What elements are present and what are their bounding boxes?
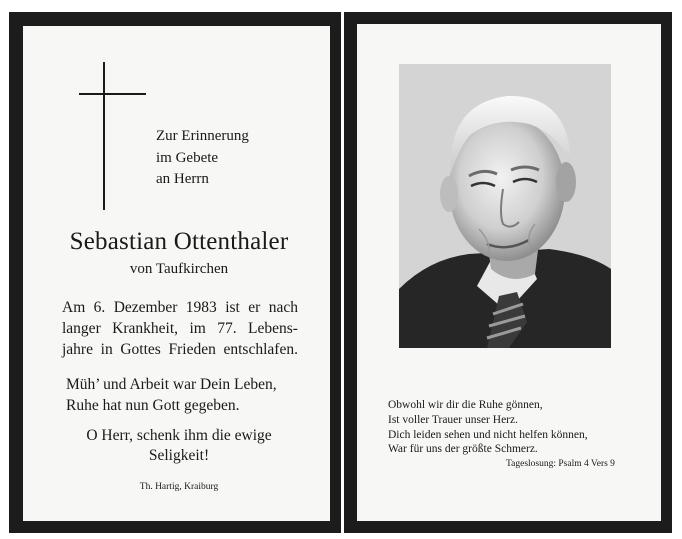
deceased-origin: von Taufkirchen (129, 261, 229, 277)
memory-text (156, 126, 249, 191)
cross-icon (103, 62, 105, 210)
word: Dezember (113, 299, 178, 316)
word: in (100, 341, 113, 358)
word: er (248, 299, 261, 316)
cross-icon-bar (79, 93, 146, 95)
word: nach (268, 299, 298, 316)
verse-line: Ruhe hat nun Gott gegeben. (66, 397, 240, 414)
word: Gottes (120, 341, 161, 358)
poem-line: Obwohl wir dir die Ruhe gönnen, (388, 399, 543, 411)
word: Krankheit, (112, 320, 179, 337)
memory-line: an Herrn (156, 171, 209, 187)
word: Frieden (168, 341, 216, 358)
death-notice (62, 297, 298, 360)
word: 1983 (185, 299, 217, 316)
death-line (62, 297, 298, 318)
word: Am (62, 299, 86, 316)
memory-line: Zur Erinnerung (156, 128, 249, 144)
death-line (62, 318, 298, 339)
death-line (62, 339, 298, 360)
poem-line: Dich leiden sehen und nicht helfen können, (388, 428, 588, 441)
poem-source: Tageslosung: Psalm 4 Vers 9 (506, 459, 615, 469)
memory-line: im Gebete (156, 149, 219, 166)
word: im (189, 320, 206, 337)
poem-line: Ist voller Trauer unser Herz. (388, 413, 518, 426)
word: 6. (93, 299, 106, 316)
word: jahre (62, 341, 93, 358)
printer-credit: Th. Hartig, Kraiburg (139, 482, 219, 492)
word: 77. (217, 320, 237, 337)
word: ist (225, 299, 240, 316)
prayer (25, 426, 333, 466)
word: langer (62, 320, 101, 337)
verse (66, 374, 277, 416)
word: Lebens- (248, 320, 298, 337)
prayer-line: O Herr, schenk ihm die ewige (86, 427, 272, 444)
poem (388, 398, 588, 457)
word: entschlafen. (223, 341, 298, 358)
poem-line: War für uns der größte Schmerz. (388, 443, 538, 456)
deceased-name: Sebastian Ottenthaler (69, 228, 289, 255)
prayer-line: Seligkeit! (148, 447, 210, 464)
verse-line: Müh’ und Arbeit war Dein Leben, (66, 376, 277, 393)
portrait-photo (399, 64, 611, 348)
